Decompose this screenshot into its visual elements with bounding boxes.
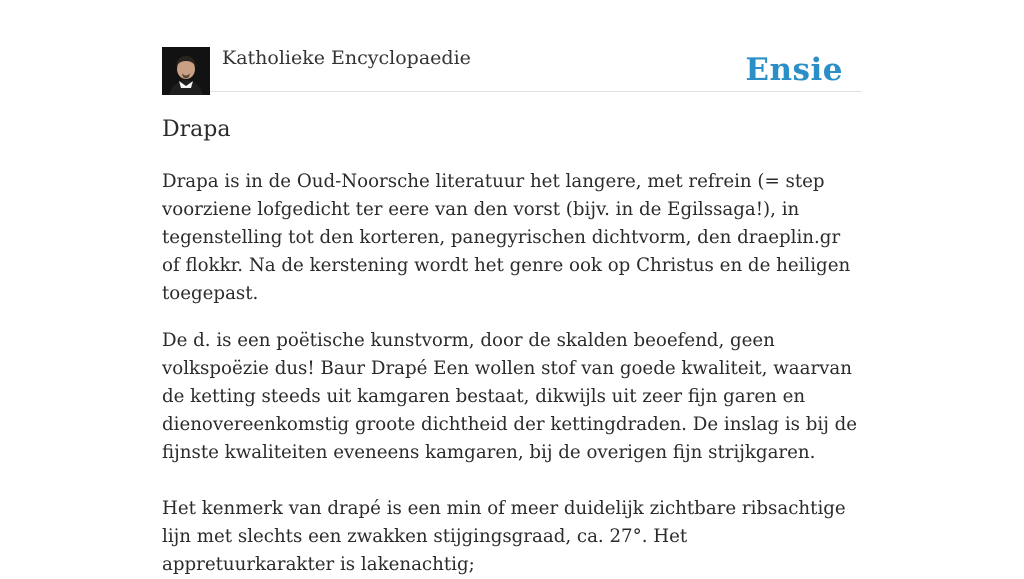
portrait-avatar-icon[interactable]: [162, 47, 210, 95]
article-paragraph-1: Drapa is in de Oud-Noorsche literatuur het langere, met refrein (= step voorziene lofgedicht ter eere van den vorst (bijv. in de Egilssaga!), in tegenstelling tot den korteren, panegyrischen dichtvorm, den draeplin.gr of flokkr. Na de kerstening wordt het genre ook op Christus en de heiligen toegepast.: [162, 171, 851, 304]
encyclopedia-name[interactable]: Katholieke Encyclopaedie: [222, 47, 471, 69]
article-title: Drapa: [162, 117, 231, 142]
article-page: [162, 0, 862, 575]
article-paragraph-3: Het kenmerk van drapé is een min of meer duidelijk zichtbare ribsachtige lijn met slechts een zwakken stijgingsgraad, ca. 27°. Het appretuurkarakter is lakenachtig;: [162, 498, 846, 575]
brand-logo[interactable]: Ensie: [745, 52, 843, 88]
portrait-avatar-image: [162, 47, 210, 95]
site-header: [162, 0, 862, 92]
article-body: [162, 168, 862, 579]
article-paragraph-2: De d. is een poëtische kunstvorm, door de skalden beoefend, geen volkspoëzie dus! Baur Drapé Een wollen stof van goede kwaliteit, waarvan de ketting steeds uit kamgaren bestaat, dikwijls uit zeer fijn garen en dienovereenkomstig groote dichtheid der kettingdraden. De inslag is bij de fijnste kwaliteiten eveneens kamgaren, bij de overigen fijn strijkgaren.: [162, 330, 858, 463]
